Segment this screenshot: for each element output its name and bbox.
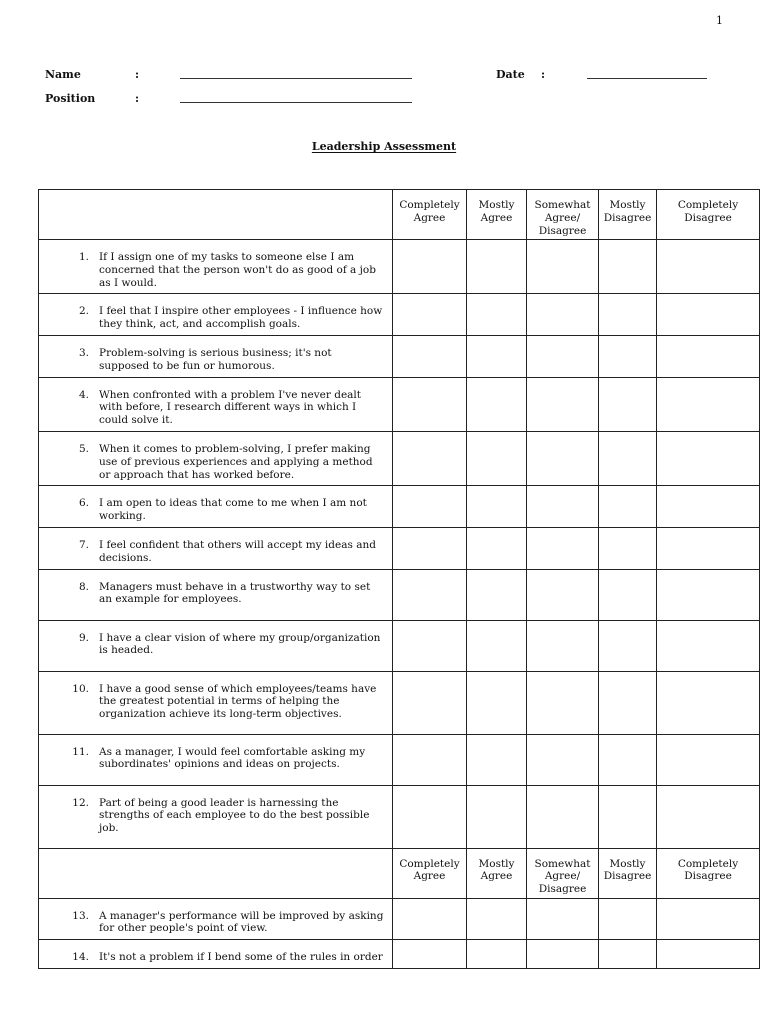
response-cell-mostly-disagree[interactable] [599,620,657,671]
question-cell [39,486,393,528]
response-cell-completely-disagree[interactable] [657,734,760,785]
response-cell-completely-agree[interactable] [393,486,467,528]
page-title [0,140,768,153]
response-cell-mostly-agree[interactable] [467,898,527,940]
response-cell-mostly-agree[interactable] [467,785,527,848]
response-cell-completely-agree[interactable] [393,294,467,336]
response-cell-mostly-agree[interactable] [467,335,527,377]
question-cell [39,527,393,569]
response-cell-completely-agree[interactable] [393,335,467,377]
response-cell-somewhat-agree-disagree[interactable] [527,785,599,848]
response-cell-completely-disagree[interactable] [657,569,760,620]
question-row [39,431,760,485]
response-cell-completely-disagree[interactable] [657,527,760,569]
response-cell-completely-agree[interactable] [393,527,467,569]
response-cell-mostly-disagree[interactable] [599,898,657,940]
question-text: As a manager, I would feel comfortable asking my subordinates' opinions and ideas on projects. [99,745,366,771]
question-number: 8. [78,580,89,593]
scale-header-completely-agree: Completely Agree [393,848,467,898]
response-cell-completely-disagree[interactable] [657,620,760,671]
response-cell-completely-agree[interactable] [393,785,467,848]
question-number: 2. [78,305,89,318]
date-colon: : [541,68,546,81]
question-cell [39,569,393,620]
response-cell-completely-agree[interactable] [393,940,467,969]
name-colon: : [135,68,140,81]
question-cell [39,785,393,848]
question-row [39,527,760,569]
question-row [39,486,760,528]
response-cell-mostly-disagree[interactable] [599,294,657,336]
question-number: 10. [72,682,89,695]
question-text: It's not a problem if I bend some of the rules in order [99,951,383,964]
question-row [39,620,760,671]
response-cell-mostly-disagree[interactable] [599,940,657,969]
date-field[interactable] [587,78,707,79]
question-cell [39,940,393,969]
question-number: 13. [72,909,89,922]
assessment-table [38,189,760,969]
response-cell-mostly-disagree[interactable] [599,527,657,569]
question-cell [39,734,393,785]
question-cell [39,377,393,431]
question-text: If I assign one of my tasks to someone else I am concerned that the person won't do as good of a job as I would. [99,251,376,289]
response-cell-somewhat-agree-disagree[interactable] [527,527,599,569]
scale-header-completely-disagree: Completely Disagree [657,848,760,898]
response-cell-mostly-disagree[interactable] [599,431,657,485]
response-cell-completely-disagree[interactable] [657,294,760,336]
question-number: 11. [72,745,89,758]
question-row [39,377,760,431]
response-cell-mostly-agree[interactable] [467,671,527,734]
response-cell-somewhat-agree-disagree[interactable] [527,431,599,485]
response-cell-mostly-disagree[interactable] [599,377,657,431]
response-cell-somewhat-agree-disagree[interactable] [527,377,599,431]
response-cell-completely-disagree[interactable] [657,431,760,485]
response-cell-completely-agree[interactable] [393,898,467,940]
response-cell-mostly-agree[interactable] [467,569,527,620]
position-label: Position [45,92,96,105]
response-cell-completely-disagree[interactable] [657,940,760,969]
response-cell-somewhat-agree-disagree[interactable] [527,486,599,528]
response-cell-completely-disagree[interactable] [657,240,760,294]
response-cell-mostly-agree[interactable] [467,486,527,528]
question-number: 3. [78,346,89,359]
position-colon: : [135,92,140,105]
response-cell-completely-disagree[interactable] [657,671,760,734]
response-cell-somewhat-agree-disagree[interactable] [527,940,599,969]
header-blank-cell [39,848,393,898]
response-cell-mostly-disagree[interactable] [599,240,657,294]
question-row [39,240,760,294]
date-label: Date [496,68,525,81]
question-cell [39,240,393,294]
question-cell [39,898,393,940]
position-field[interactable] [180,102,412,103]
question-number: 9. [78,631,89,644]
scale-header-mostly-disagree: Mostly Disagree [599,190,657,240]
question-text: I have a good sense of which employees/teams have the greatest potential in terms of helping the organization achieve its long-term objectives. [99,682,377,721]
question-text: I feel confident that others will accept my ideas and decisions. [99,538,376,564]
scale-header-row [39,848,760,898]
response-cell-somewhat-agree-disagree[interactable] [527,335,599,377]
response-cell-completely-agree[interactable] [393,734,467,785]
response-cell-mostly-disagree[interactable] [599,335,657,377]
question-cell [39,671,393,734]
response-cell-mostly-disagree[interactable] [599,569,657,620]
scale-header-row [39,190,760,240]
response-cell-completely-agree[interactable] [393,569,467,620]
question-number: 7. [78,538,89,551]
question-text: I am open to ideas that come to me when I am not working. [99,497,367,523]
scale-header-somewhat-agree-disagree: Somewhat Agree/ Disagree [527,848,599,898]
question-text: Part of being a good leader is harnessing the strengths of each employee to do the best possible job. [99,796,370,835]
response-cell-somewhat-agree-disagree[interactable] [527,569,599,620]
question-row [39,335,760,377]
response-cell-mostly-disagree[interactable] [599,734,657,785]
question-text: Managers must behave in a trustworthy way to set an example for employees. [99,580,371,606]
title-text: Leadership Assessment [311,140,457,153]
question-row [39,294,760,336]
scale-header-mostly-agree: Mostly Agree [467,190,527,240]
response-cell-somewhat-agree-disagree[interactable] [527,620,599,671]
response-cell-completely-disagree[interactable] [657,486,760,528]
question-text: Problem-solving is serious business; it's not supposed to be fun or humorous. [99,346,332,372]
question-number: 4. [78,388,89,401]
response-cell-mostly-agree[interactable] [467,620,527,671]
question-text: I feel that I inspire other employees - I influence how they think, act, and accomplish goals. [99,305,383,331]
scale-header-mostly-disagree: Mostly Disagree [599,848,657,898]
scale-header-mostly-agree: Mostly Agree [467,848,527,898]
response-cell-mostly-agree[interactable] [467,294,527,336]
response-cell-completely-agree[interactable] [393,671,467,734]
question-number: 6. [78,497,89,510]
question-number: 1. [78,251,89,263]
response-cell-completely-disagree[interactable] [657,898,760,940]
name-field[interactable] [180,78,412,79]
question-number: 14. [72,951,89,964]
response-cell-somewhat-agree-disagree[interactable] [527,240,599,294]
page-number: 1 [716,14,723,27]
response-cell-completely-agree[interactable] [393,240,467,294]
question-row [39,671,760,734]
response-cell-mostly-disagree[interactable] [599,785,657,848]
response-cell-somewhat-agree-disagree[interactable] [527,898,599,940]
response-cell-mostly-agree[interactable] [467,734,527,785]
scale-header-completely-disagree: Completely Disagree [657,190,760,240]
header-blank-cell [39,190,393,240]
question-row [39,940,760,969]
response-cell-mostly-disagree[interactable] [599,486,657,528]
scale-header-completely-agree: Completely Agree [393,190,467,240]
response-cell-somewhat-agree-disagree[interactable] [527,734,599,785]
question-text: When it comes to problem-solving, I prefer making use of previous experiences and applying a method or approach that has worked before. [99,442,373,481]
scale-header-somewhat-agree-disagree: Somewhat Agree/ Disagree [527,190,599,240]
response-cell-somewhat-agree-disagree[interactable] [527,294,599,336]
response-cell-mostly-disagree[interactable] [599,671,657,734]
response-cell-completely-disagree[interactable] [657,335,760,377]
question-row [39,734,760,785]
name-label: Name [45,68,81,81]
response-cell-completely-agree[interactable] [393,431,467,485]
response-cell-mostly-agree[interactable] [467,431,527,485]
question-cell [39,431,393,485]
response-cell-completely-disagree[interactable] [657,377,760,431]
response-cell-completely-agree[interactable] [393,620,467,671]
response-cell-mostly-agree[interactable] [467,240,527,294]
response-cell-mostly-agree[interactable] [467,377,527,431]
question-number: 12. [72,796,89,809]
question-text: A manager's performance will be improved by asking for other people's point of view. [99,909,384,935]
response-cell-completely-disagree[interactable] [657,785,760,848]
question-number: 5. [78,442,89,455]
question-cell [39,620,393,671]
question-text: When confronted with a problem I've never dealt with before, I research different ways in which I could solve it. [99,388,361,427]
response-cell-completely-agree[interactable] [393,377,467,431]
question-row [39,569,760,620]
response-cell-somewhat-agree-disagree[interactable] [527,671,599,734]
response-cell-mostly-agree[interactable] [467,527,527,569]
response-cell-mostly-agree[interactable] [467,940,527,969]
question-row [39,898,760,940]
question-cell [39,335,393,377]
question-text: I have a clear vision of where my group/organization is headed. [99,631,381,657]
question-cell [39,294,393,336]
question-row [39,785,760,848]
